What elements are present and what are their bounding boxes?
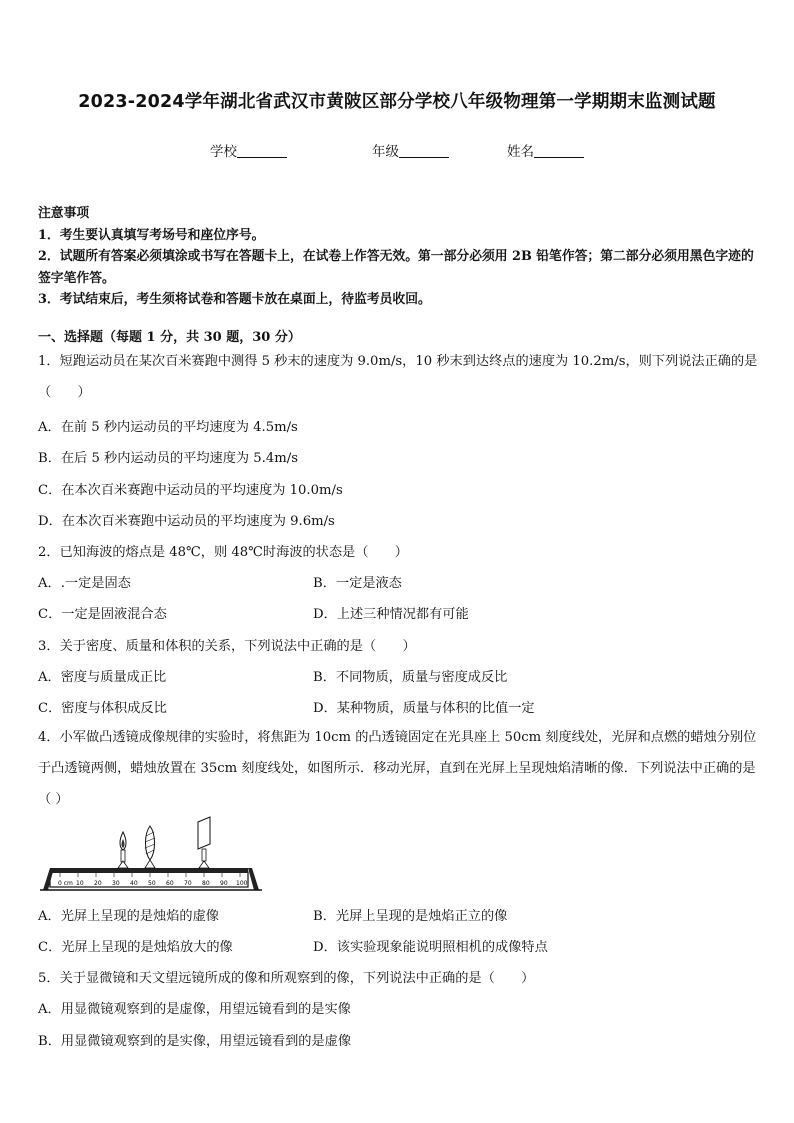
school-label: 学校 [210,144,237,160]
scale-label: 10 [76,880,84,887]
scale-label: 50 [148,880,156,887]
scale-label: 0 cm [58,880,73,887]
candle-body [121,850,125,862]
q2-option-a[interactable]: A．.一定是固态 [38,576,131,591]
note-item: 3．考试结束后，考生须将试卷和答题卡放在桌面上，待监考员收回。 [38,292,431,307]
scale-label: 70 [184,880,192,887]
candle-holder [118,861,128,868]
screen-holder [199,861,209,868]
scale-label: 80 [202,880,210,887]
q5-option-b[interactable]: B．用显微镜观察到的是实像，用望远镜看到的是虚像 [38,1034,352,1049]
question-3-stem: 3．关于密度、质量和体积的关系，下列说法中正确的是（ ） [38,639,416,654]
q1-option-b[interactable]: B．在后 5 秒内运动员的平均速度为 5.4m/s [38,451,298,466]
q5-option-a[interactable]: A．用显微镜观察到的是虚像，用望远镜看到的是实像 [38,1002,351,1017]
scale-label: 100 [236,880,248,887]
q1-option-a[interactable]: A．在前 5 秒内运动员的平均速度为 4.5m/s [38,420,298,435]
scale-label: 20 [94,880,102,887]
q3-option-a[interactable]: A．密度与质量成正比 [38,670,167,685]
q2-option-b[interactable]: B．一定是液态 [313,576,402,591]
screen-panel [198,817,210,849]
q2-option-d[interactable]: D．上述三种情况都有可能 [313,607,469,622]
scale-label: 40 [130,880,138,887]
q4-option-d[interactable]: D．该实验现象能说明照相机的成像特点 [313,940,548,955]
candle [118,832,128,868]
school-blank[interactable] [237,143,287,158]
lens-body [146,826,155,860]
q3-option-b[interactable]: B．不同物质，质量与密度成反比 [313,670,508,685]
scale-label: 60 [166,880,174,887]
grade-field[interactable] [372,140,449,160]
name-blank[interactable] [534,143,584,158]
note-item: 2．试题所有答案必须填涂或书写在答题卡上，在试卷上作答无效。第一部分必须用 2B 铅笔作答；第二部分必须用黑色字迹的签字笔作答。 [38,249,754,286]
name-label: 姓名 [507,144,534,160]
q4-option-a[interactable]: A．光屏上呈现的是烛焰的虚像 [38,909,219,924]
notes-heading: 注意事项 [38,206,90,221]
light-screen [198,817,210,868]
q4-option-b[interactable]: B．光屏上呈现的是烛焰正立的像 [313,909,508,924]
scale-label: 30 [112,880,120,887]
question-1-stem: 1．短跑运动员在某次百米赛跑中测得 5 秒末的速度为 9.0m/s，10 秒末到达终点的速度为 10.2m/s，则下列说法正确的是（ ） [38,354,758,400]
bench-right-leg [248,868,259,890]
lens-holder [145,860,155,868]
q3-option-d[interactable]: D．某种物质，质量与体积的比值一定 [313,701,535,716]
question-4-stem: 4．小军做凸透镜成像规律的实验时，将焦距为 10cm 的凸透镜固定在光具座上 50cm 刻度线处，光屏和点燃的蜡烛分别位于凸透镜两侧，蜡烛放置在 35cm 刻度线处，如图所示．移动光屏，直到在光屏上呈现烛焰清晰的像．下列说法中正确的是（ ） [38,730,757,807]
grade-blank[interactable] [399,143,449,158]
bench-top-edge [50,868,248,873]
question-5-stem: 5．关于显微镜和天文望远镜所成的像和所观察到的像，下列说法中正确的是（ ） [38,971,535,986]
question-2-stem: 2．已知海波的熔点是 48℃，则 48℃时海波的状态是（ ） [38,545,408,560]
convex-lens [145,826,155,868]
q2-option-c[interactable]: C．一定是固液混合态 [38,607,167,622]
section-heading: 一、选择题（每题 1 分，共 30 题，30 分） [38,330,301,345]
q3-option-c[interactable]: C．密度与体积成反比 [38,701,167,716]
grade-label: 年级 [372,144,399,160]
name-field[interactable] [507,140,584,160]
q1-option-d[interactable]: D．在本次百米赛跑中运动员的平均速度为 9.6m/s [38,514,335,529]
page-title: 2023-2024学年湖北省武汉市黄陂区部分学校八年级物理第一学期期末监测试题 [78,92,716,112]
note-item: 1．考生要认真填写考场号和座位序号。 [38,227,265,243]
notes-block [38,203,758,311]
screen-stem [202,849,206,861]
q4-option-c[interactable]: C．光屏上呈现的是烛焰放大的像 [38,940,233,955]
school-field[interactable] [210,140,287,160]
q1-option-c[interactable]: C．在本次百米赛跑中运动员的平均速度为 10.0m/s [38,483,343,498]
scale-label: 90 [220,880,228,887]
optical-bench-figure [40,814,262,894]
